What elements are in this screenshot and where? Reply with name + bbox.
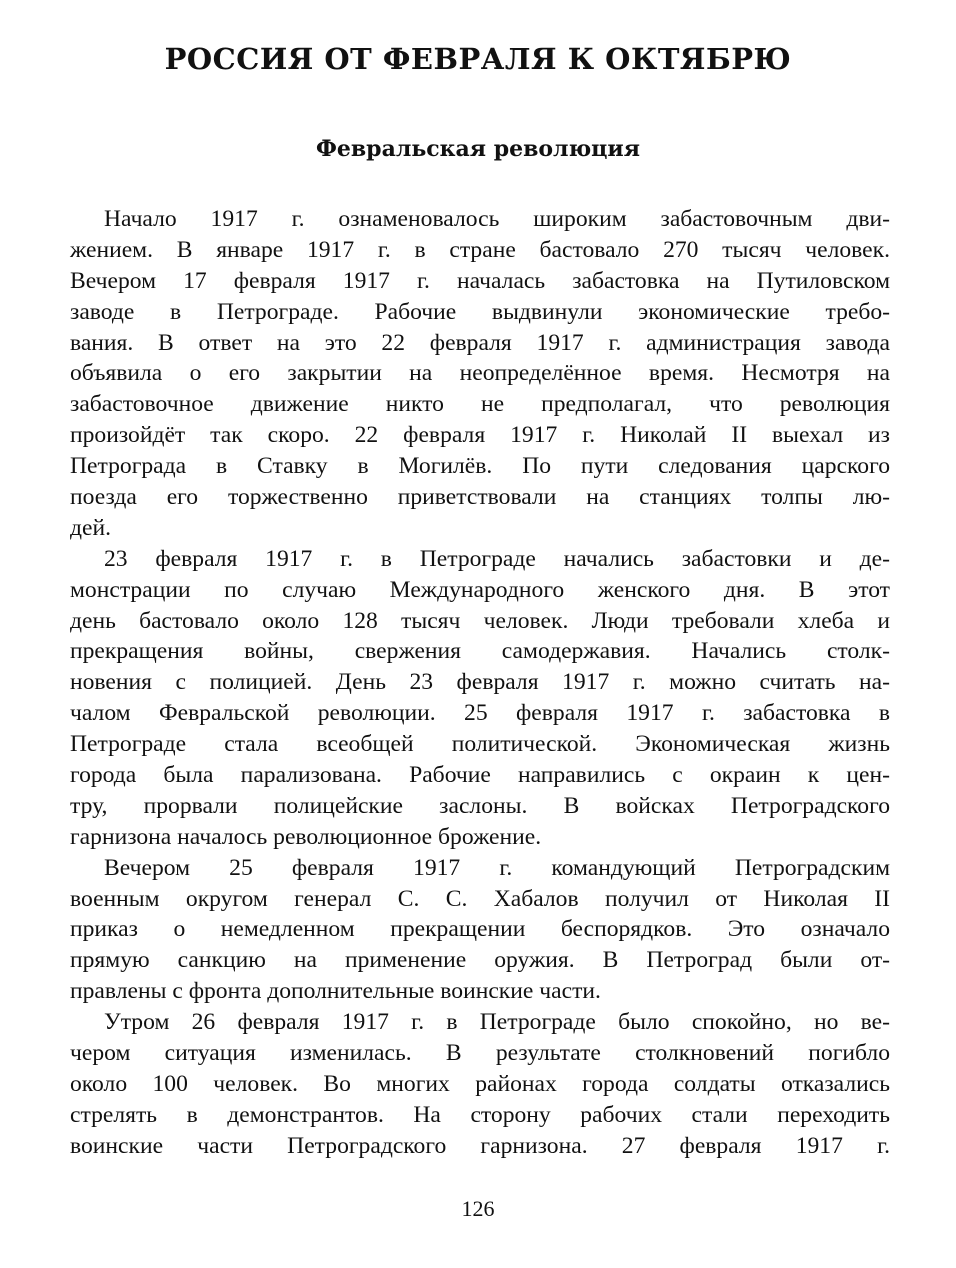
text-line: новения с полицией. День 23 февраля 1917 г. можно считать на- [70, 669, 890, 696]
text-line: Вечером 17 февраля 1917 г. началась забастовка на Путиловском [70, 267, 890, 294]
text-line: жением. В январе 1917 г. в стране бастовало 270 тысяч человек. [70, 236, 890, 263]
text-line: поезда его торжественно приветствовали на станциях толпы лю- [70, 484, 890, 511]
text-line: вания. В ответ на это 22 февраля 1917 г. администрация завода [70, 329, 890, 356]
text-line: прекращения войны, свержения самодержавия. Начались столк- [70, 638, 890, 665]
text-line: Вечером 25 февраля 1917 г. командующий Петроградским [104, 854, 890, 881]
text-line: Начало 1917 г. ознаменовалось широким забастовочным дви- [104, 206, 890, 232]
text-line: города была парализована. Рабочие направились с окраин к цен- [70, 762, 890, 789]
text-line: около 100 человек. Во многих районах города солдаты отказались [70, 1070, 890, 1097]
text-line: заводе в Петрограде. Рабочие выдвинули экономические требо- [70, 298, 890, 325]
section-title: Февральская революция [316, 136, 640, 162]
text-line: день бастовало около 128 тысяч человек. Люди требовали хлеба и [70, 607, 890, 634]
text-line: Утром 26 февраля 1917 г. в Петрограде было спокойно, но ве- [104, 1009, 890, 1036]
body-text [70, 204, 890, 1162]
text-line: воинские части Петроградского гарнизона. 27 февраля 1917 г. [70, 1132, 890, 1159]
text-line: стрелять в демонстрантов. На сторону рабочих стали переходить [70, 1101, 890, 1128]
text-line: тру, прорвали полицейские заслоны. В войсках Петроградского [70, 792, 890, 819]
text-line: правлены с фронта дополнительные воинские части. [70, 978, 601, 1005]
text-line: монстрации по случаю Международного женского дня. В этот [70, 576, 890, 603]
text-line: Петрограда в Ставку в Могилёв. По пути следования царского [70, 453, 890, 480]
text-line: приказ о немедленном прекращении беспорядков. Это означало [70, 916, 890, 943]
text-line: гарнизона началось революционное брожение. [70, 823, 542, 850]
text-line: чером ситуация изменилась. В результате столкновений погибло [70, 1040, 890, 1067]
text-line: чалом Февральской революции. 25 февраля 1917 г. забастовка в [70, 700, 890, 727]
text-line: забастовочное движение никто не предполагал, что революция [70, 391, 890, 418]
text-line: военным округом генерал С. С. Хабалов получил от Николая II [70, 885, 890, 912]
text-line: объявила о его закрытии на неопределённое время. Несмотря на [70, 360, 890, 387]
text-line: дей. [70, 514, 112, 541]
text-line: прямую санкцию на применение оружия. В Петроград были от- [70, 947, 890, 974]
chapter-title: РОССИЯ ОТ ФЕВРАЛЯ К ОКТЯБРЮ [164, 42, 792, 76]
text-line: Петрограде стала всеобщей политической. Экономическая жизнь [70, 731, 890, 758]
text-line: произойдёт так скоро. 22 февраля 1917 г. Николай II выехал из [70, 422, 890, 449]
text-line: 23 февраля 1917 г. в Петрограде начались забастовки и де- [104, 545, 890, 572]
page-number: 126 [461, 1196, 495, 1221]
